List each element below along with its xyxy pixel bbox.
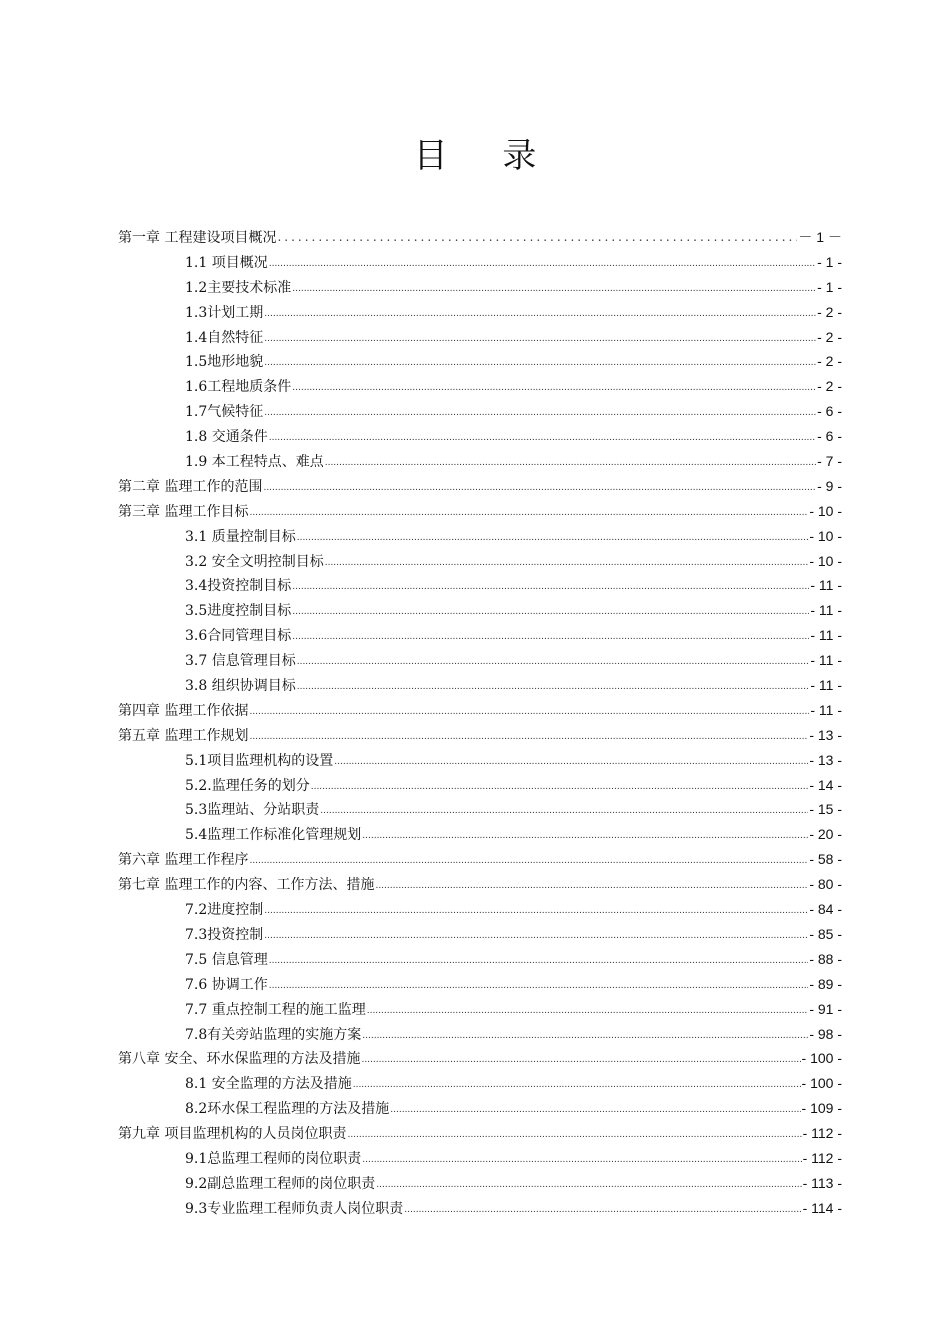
toc-entry[interactable] [118,225,842,250]
toc-entry-label: 3.8 组织协调目标 [185,678,296,695]
toc-entry-label: 第一章 工程建设项目概况 [118,230,277,246]
toc-entry-label: 1.2主要技术标准 [185,279,292,296]
toc-entry-page-number: - 2 - [817,378,842,395]
toc-entry-label: 第六章 监理工作程序 [118,852,249,869]
toc-dot-leader [249,849,808,874]
toc-entry-page-number: - 14 - [809,776,842,793]
toc-dot-leader [297,675,810,700]
toc-entry-page-number: - 10 - [809,552,842,569]
toc-dot-leader [277,225,797,250]
toc-entry-label: 3.7 信息管理目标 [185,653,296,670]
toc-entry-page-number: - 91 - [809,1000,842,1017]
toc-entry-label: 5.1项目监理机构的设置 [185,752,334,769]
toc-entry-label: 5.2.监理任务的划分 [185,777,310,794]
toc-dot-leader [264,351,816,376]
toc-entry-label: 1.6工程地质条件 [185,379,292,396]
toc-dot-leader [264,924,808,949]
toc-entry-label: 3.5进度控制目标 [185,603,292,620]
toc-entry-label: 第七章 监理工作的内容、工作方法、措施 [118,877,375,894]
toc-entry-page-number: - 13 - [809,751,842,768]
toc-dot-leader [269,974,809,999]
toc-entry-page-number: - 100 - [801,1050,842,1067]
toc-entry-label: 7.8有关旁站监理的实施方案 [185,1026,362,1043]
toc-entry-label: 7.7 重点控制工程的施工监理 [185,1001,366,1018]
toc-dot-leader [325,451,816,476]
toc-entry-page-number: - 10 - [809,502,842,519]
toc-entry[interactable] [118,897,842,922]
toc-dot-leader [362,1024,808,1049]
toc-entry-label: 1.7气候特征 [185,404,264,421]
toc-entry[interactable] [118,325,842,350]
toc-entry[interactable] [118,822,842,847]
toc-dot-leader [249,725,808,750]
toc-entry-label: 1.5地形地貌 [185,354,264,371]
toc-entry[interactable] [118,723,842,748]
toc-entry-page-number: - 114 - [802,1199,842,1216]
toc-entry[interactable] [118,847,842,872]
toc-entry[interactable] [118,598,842,623]
toc-entry-page-number: - 88 - [809,950,842,967]
toc-entry[interactable] [118,549,842,574]
toc-dot-leader [325,551,809,576]
toc-entry-page-number: - 10 - [809,527,842,544]
toc-entry-page-number: - 2 - [817,303,842,320]
toc-entry-page-number: - 58 - [809,851,842,868]
toc-entry-page-number: - 9 - [817,477,842,494]
toc-entry[interactable] [118,1121,842,1146]
toc-entry-label: 1.4自然特征 [185,329,264,346]
toc-entry[interactable] [118,1196,842,1221]
toc-entry-page-number: - 20 - [809,826,842,843]
toc-entry-label: 3.2 安全文明控制目标 [185,553,324,570]
toc-entry-label: 1.1 项目概况 [185,254,268,271]
toc-entry-label: 第八章 安全、环水保监理的方法及措施 [118,1051,361,1068]
toc-entry[interactable] [118,972,842,997]
toc-dot-leader [264,327,816,352]
toc-entry[interactable] [118,524,842,549]
toc-dot-leader [292,600,809,625]
toc-entry-label: 3.4投资控制目标 [185,578,292,595]
toc-dot-leader [264,899,808,924]
toc-dot-leader [362,824,808,849]
toc-entry[interactable] [118,1146,842,1171]
toc-entry-page-number: - 11 - [810,627,842,644]
toc-entry-page-number: - 11 - [810,602,842,619]
toc-dot-leader [404,1198,801,1223]
toc-entry-label: 9.3专业监理工程师负责人岗位职责 [185,1200,404,1217]
toc-dot-leader [263,476,816,501]
toc-entry-label: 1.3计划工期 [185,304,264,321]
toc-entry[interactable] [118,275,842,300]
toc-entry[interactable] [118,374,842,399]
toc-entry[interactable] [118,1022,842,1047]
toc-entry-page-number: - 112 - [802,1149,842,1166]
toc-entry-page-number: - 1 - [817,253,842,270]
toc-entry[interactable] [118,250,842,275]
toc-entry-page-number: - 85 - [809,925,842,942]
toc-entry-page-number: - 84 - [809,901,842,918]
toc-entry[interactable] [118,797,842,822]
toc-entry-page-number: - 11 - [810,652,842,669]
toc-dot-leader [353,1073,801,1098]
toc-entry[interactable] [118,1046,842,1071]
toc-entry[interactable] [118,673,842,698]
toc-dot-leader [362,1148,801,1173]
toc-entry[interactable] [118,1171,842,1196]
toc-entry[interactable] [118,300,842,325]
toc-entry-page-number: － 1 － [798,229,842,245]
toc-entry-label: 9.1总监理工程师的岗位职责 [185,1150,362,1167]
table-of-contents [118,225,842,1221]
toc-entry-page-number: - 109 - [801,1100,842,1117]
toc-entry-label: 第四章 监理工作依据 [118,702,249,719]
toc-entry-label: 8.1 安全监理的方法及措施 [185,1076,352,1093]
toc-dot-leader [269,252,816,277]
toc-entry-page-number: - 98 - [809,1025,842,1042]
toc-entry-page-number: - 100 - [801,1075,842,1092]
toc-entry[interactable] [118,748,842,773]
toc-entry-label: 7.6 协调工作 [185,976,268,993]
toc-entry-page-number: - 7 - [817,453,842,470]
toc-dot-leader [292,277,816,302]
toc-entry-label: 3.6合同管理目标 [185,628,292,645]
toc-entry-label: 第九章 项目监理机构的人员岗位职责 [118,1126,347,1143]
toc-dot-leader [264,302,816,327]
toc-entry-page-number: - 112 - [802,1125,842,1142]
toc-entry-page-number: - 11 - [810,677,842,694]
toc-entry[interactable] [118,623,842,648]
toc-entry-page-number: - 6 - [817,403,842,420]
toc-entry-label: 7.2进度控制 [185,902,264,919]
toc-entry[interactable] [118,997,842,1022]
toc-entry-page-number: - 80 - [809,876,842,893]
toc-dot-leader [269,426,816,451]
toc-entry[interactable] [118,648,842,673]
toc-entry[interactable] [118,474,842,499]
toc-entry[interactable] [118,1071,842,1096]
toc-entry-label: 9.2副总监理工程师的岗位职责 [185,1175,376,1192]
toc-dot-leader [264,401,816,426]
toc-entry-label: 1.9 本工程特点、难点 [185,454,324,471]
toc-dot-leader [292,625,809,650]
toc-dot-leader [320,799,808,824]
toc-entry-label: 第三章 监理工作目标 [118,503,249,520]
toc-entry[interactable] [118,922,842,947]
toc-dot-leader [297,650,810,675]
toc-entry-page-number: - 1 - [817,278,842,295]
toc-entry[interactable] [118,872,842,897]
toc-entry[interactable] [118,1096,842,1121]
toc-dot-leader [361,1048,800,1073]
toc-entry-page-number: - 113 - [802,1174,842,1191]
toc-entry[interactable] [118,349,842,374]
toc-entry-page-number: - 15 - [809,801,842,818]
toc-entry-label: 8.2环水保工程监理的方法及措施 [185,1101,390,1118]
toc-entry-page-number: - 11 - [810,701,842,718]
toc-entry-label: 5.3监理站、分站职责 [185,802,320,819]
toc-dot-leader [347,1123,801,1148]
toc-entry[interactable] [118,399,842,424]
toc-entry-page-number: - 2 - [817,353,842,370]
toc-entry-label: 1.8 交通条件 [185,429,268,446]
toc-entry-label: 7.3投资控制 [185,926,264,943]
toc-entry[interactable] [118,449,842,474]
toc-entry[interactable] [118,573,842,598]
toc-entry-page-number: - 6 - [817,428,842,445]
toc-entry[interactable] [118,698,842,723]
toc-dot-leader [292,376,816,401]
toc-entry-label: 第五章 监理工作规划 [118,727,249,744]
toc-entry[interactable] [118,499,842,524]
toc-entry[interactable] [118,424,842,449]
toc-dot-leader [375,874,808,899]
toc-entry-page-number: - 11 - [810,577,842,594]
toc-dot-leader [334,750,808,775]
toc-entry-page-number: - 2 - [817,328,842,345]
toc-entry-label: 3.1 质量控制目标 [185,528,296,545]
toc-entry[interactable] [118,773,842,798]
page-title: 目 录 [413,136,559,176]
toc-entry-label: 5.4监理工作标准化管理规划 [185,827,362,844]
toc-dot-leader [367,999,809,1024]
toc-dot-leader [269,949,809,974]
toc-dot-leader [390,1098,800,1123]
toc-entry-label: 第二章 监理工作的范围 [118,478,263,495]
toc-dot-leader [311,775,809,800]
toc-dot-leader [249,501,808,526]
toc-entry-page-number: - 89 - [809,975,842,992]
toc-dot-leader [249,700,809,725]
toc-entry[interactable] [118,947,842,972]
toc-dot-leader [292,575,809,600]
toc-dot-leader [376,1173,801,1198]
toc-dot-leader [297,526,809,551]
toc-entry-page-number: - 13 - [809,726,842,743]
toc-entry-label: 7.5 信息管理 [185,951,268,968]
